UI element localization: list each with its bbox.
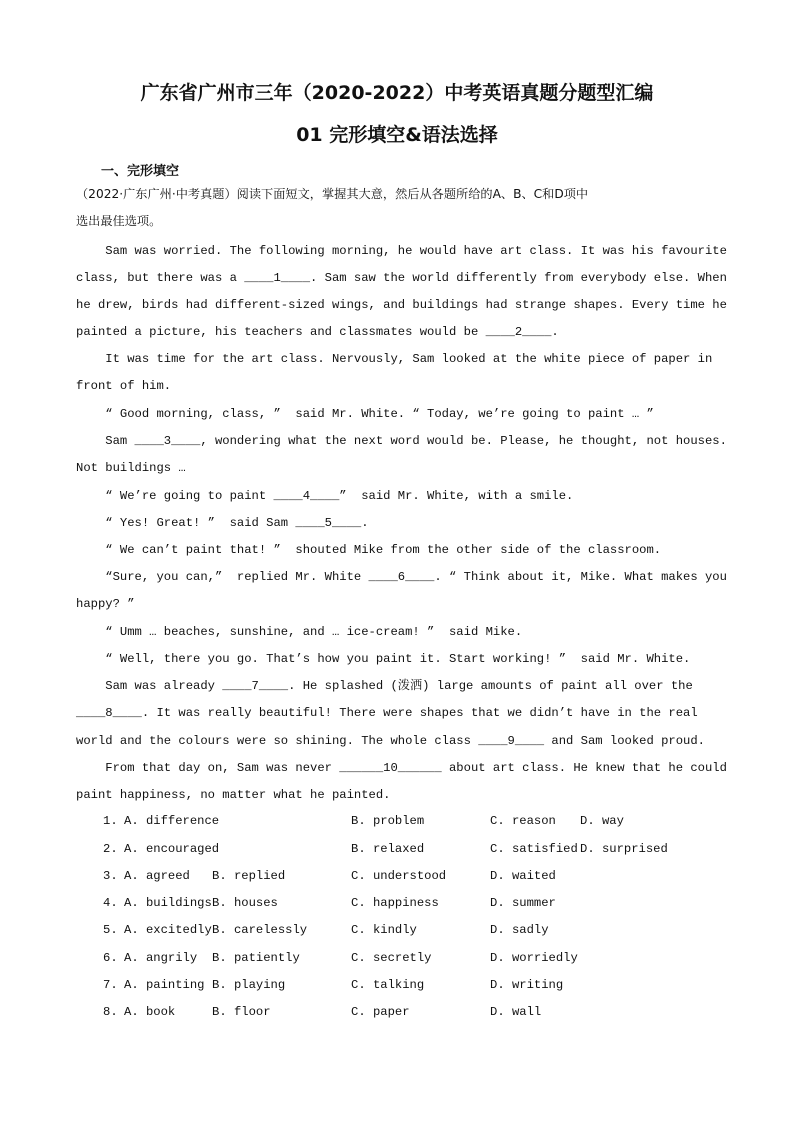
option-a: A. excitedly: [124, 923, 212, 937]
option-c: C. kindly: [351, 923, 417, 937]
option-b: B. carelessly: [212, 923, 308, 937]
passage-line: “ Good morning, class, ” said Mr. White. “ Today, we’re going to paint … ”: [76, 407, 654, 421]
passage-line: From that day on, Sam was never ______10______ about art class. He knew that he could: [76, 761, 727, 775]
option-num: 1.: [103, 814, 118, 828]
passage-line: paint happiness, no matter what he painted.: [76, 788, 391, 802]
option-d: D. surprised: [580, 842, 668, 856]
option-num: 7.: [103, 978, 118, 992]
section-heading: 一、完形填空: [101, 164, 180, 179]
passage-line: “Sure, you can,” replied Mr. White ____6____. “ Think about it, Mike. What makes you: [76, 570, 727, 584]
option-a: A. difference: [124, 814, 220, 828]
option-c: C. reason: [490, 814, 556, 828]
option-d: D. worriedly: [490, 951, 578, 965]
option-num: 3.: [103, 869, 118, 883]
intro-line-1: （2022·广东广州·中考真题）阅读下面短文，掌握其大意，然后从各题所给的A、B、C和D项中: [76, 187, 589, 201]
option-c: C. secretly: [351, 951, 432, 965]
passage-line: “ We can’t paint that! ” shouted Mike from the other side of the classroom.: [76, 543, 662, 557]
passage-line: happy? ”: [76, 597, 135, 611]
option-c: C. happiness: [351, 896, 439, 910]
option-c: C. talking: [351, 978, 425, 992]
option-num: 5.: [103, 923, 118, 937]
option-b: B. relaxed: [351, 842, 425, 856]
option-c: C. paper: [351, 1005, 410, 1019]
option-c: C. understood: [351, 869, 447, 883]
passage-line: world and the colours were so shining. The whole class ____9____ and Sam looked proud.: [76, 734, 705, 748]
option-d: D. summer: [490, 896, 556, 910]
option-b: B. problem: [351, 814, 425, 828]
option-a: A. encouraged: [124, 842, 220, 856]
passage-line: It was time for the art class. Nervously, Sam looked at the white piece of paper in: [76, 352, 713, 366]
option-b: B. patiently: [212, 951, 300, 965]
option-d: D. way: [580, 814, 624, 828]
passage-line: ____8____. It was really beautiful! There were shapes that we didn’t have in the real: [76, 706, 698, 720]
passage-line: “ We’re going to paint ____4____” said Mr. White, with a smile.: [76, 489, 574, 503]
passage-line: front of him.: [76, 379, 172, 393]
option-b: B. replied: [212, 869, 286, 883]
option-d: D. sadly: [490, 923, 549, 937]
option-c: C. satisfied: [490, 842, 578, 856]
option-num: 4.: [103, 896, 118, 910]
option-d: D. wall: [490, 1005, 542, 1019]
document-title: 广东省广州市三年（2020-2022）中考英语真题分题型汇编: [140, 82, 654, 104]
option-a: A. angrily: [124, 951, 198, 965]
option-a: A. agreed: [124, 869, 190, 883]
intro-line-2: 选出最佳选项。: [76, 214, 162, 228]
passage-line: Sam was already ____7____. He splashed (泼洒) large amounts of paint all over the: [76, 679, 693, 693]
passage-line: “ Well, there you go. That’s how you paint it. Start working! ” said Mr. White.: [76, 652, 691, 666]
option-a: A. buildings: [124, 896, 212, 910]
option-d: D. writing: [490, 978, 564, 992]
option-num: 2.: [103, 842, 118, 856]
document-subtitle: 01 完形填空&语法选择: [296, 124, 498, 146]
passage-line: he drew, birds had different-sized wings, and buildings had strange shapes. Every time he: [76, 298, 727, 312]
option-b: B. playing: [212, 978, 286, 992]
option-a: A. painting: [124, 978, 205, 992]
option-b: B. floor: [212, 1005, 271, 1019]
passage-line: “ Umm … beaches, sunshine, and … ice-cream! ” said Mike.: [76, 625, 523, 639]
option-d: D. waited: [490, 869, 556, 883]
passage-line: class, but there was a ____1____. Sam saw the world differently from everybody else. When: [76, 271, 727, 285]
passage-line: Not buildings …: [76, 461, 186, 475]
option-a: A. book: [124, 1005, 176, 1019]
passage-line: Sam ____3____, wondering what the next word would be. Please, he thought, not houses.: [76, 434, 727, 448]
passage-line: Sam was worried. The following morning, he would have art class. It was his favourite: [76, 244, 727, 258]
option-b: B. houses: [212, 896, 278, 910]
option-num: 8.: [103, 1005, 118, 1019]
option-num: 6.: [103, 951, 118, 965]
passage-line: “ Yes! Great! ” said Sam ____5____.: [76, 516, 369, 530]
passage-line: painted a picture, his teachers and classmates would be ____2____.: [76, 325, 559, 339]
